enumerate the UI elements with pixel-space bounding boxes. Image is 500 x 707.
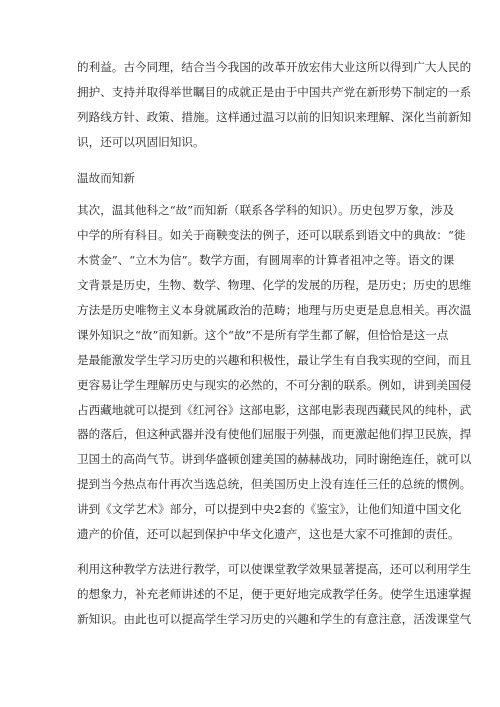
- text-line: 文背景是历史，生物、数学、物理、化学的发展的历程，是历史；历史的思维: [77, 278, 472, 293]
- text-line: 的想象力，补充老师讲述的不足，便于更好地完成教学任务。使学生迅速掌握: [77, 586, 472, 601]
- paragraph-1: [77, 55, 472, 155]
- text-line: 新知识。由此也可以提高学生学习历史的兴趣和学生的有意注意，活泼课堂气: [77, 611, 472, 626]
- text-line: 卫国土的高尚气节。讲到华盛顿创建美国的赫赫战功，同时谢绝连任，就可以: [77, 452, 472, 467]
- text-line: 更容易让学生理解历史与现实的必然的，不可分割的联系。例如，讲到美国侵: [77, 377, 472, 392]
- text-line: 拥护、支持并取得举世瞩目的成就正是由于中国共产党在新形势下制定的一系: [77, 84, 472, 99]
- text-line: 方法是历史唯物主义本身就属政治的范畴；地理与历史更是息息相关。再次温: [77, 303, 472, 318]
- text-line: 利用这种教学方法进行教学，可以使课堂教学效果显著提高，还可以利用学生: [77, 561, 472, 576]
- text-line: 提到当今热点布什再次当选总统，但美国历史上没有连任三任的总统的惯例。: [77, 477, 472, 492]
- document-page: [77, 55, 472, 632]
- text-line: 课外知识之“故”而知新。这个“故”不是所有学生都了解，但恰恰是这一点: [77, 327, 449, 342]
- text-line: 器的落后，但这种武器并没有使他们屈服于列强，而更激起他们捍卫民族，捍: [77, 427, 472, 442]
- text-line: 识，还可以巩固旧知识。: [77, 134, 205, 149]
- text-line: 列路线方针、政策、措施。这样通过温习以前的旧知识来理解、深化当前新知: [77, 109, 472, 124]
- text-line: 遗产的价值，还可以起到保护中华文化遗产，这也是大家不可推卸的责任。: [77, 527, 460, 542]
- text-line: 中学的所有科目。如关于商鞅变法的例子，还可以联系到语文中的典故：“徙: [77, 228, 466, 243]
- text-line: 其次，温其他科之“故”而知新（联系各学科的知识）。历史包罗万象，涉及: [77, 203, 455, 218]
- section-heading: 温故而知新: [77, 170, 135, 185]
- text-line: 占西藏地就可以提到《红河谷》这部电影，这部电影表现西藏民风的纯朴，武: [77, 402, 472, 417]
- text-line: 的利益。古今同理，结合当今我国的改革开放宏伟大业这所以得到广大人民的: [77, 60, 472, 74]
- text-line: 是最能激发学生学习历史的兴趣和积极性，最让学生有自我实现的空间，而且: [77, 352, 472, 367]
- paragraph-2: [77, 198, 472, 546]
- paragraph-3: [77, 557, 472, 632]
- text-line: 木赏金”、“立木为信”。数学方面，有圆周率的计算者祖冲之等。语文的课: [77, 253, 455, 268]
- text-line: 讲到《文学艺术》部分，可以提到中央2套的《鉴宝》，让他们知道中国文化: [77, 502, 462, 517]
